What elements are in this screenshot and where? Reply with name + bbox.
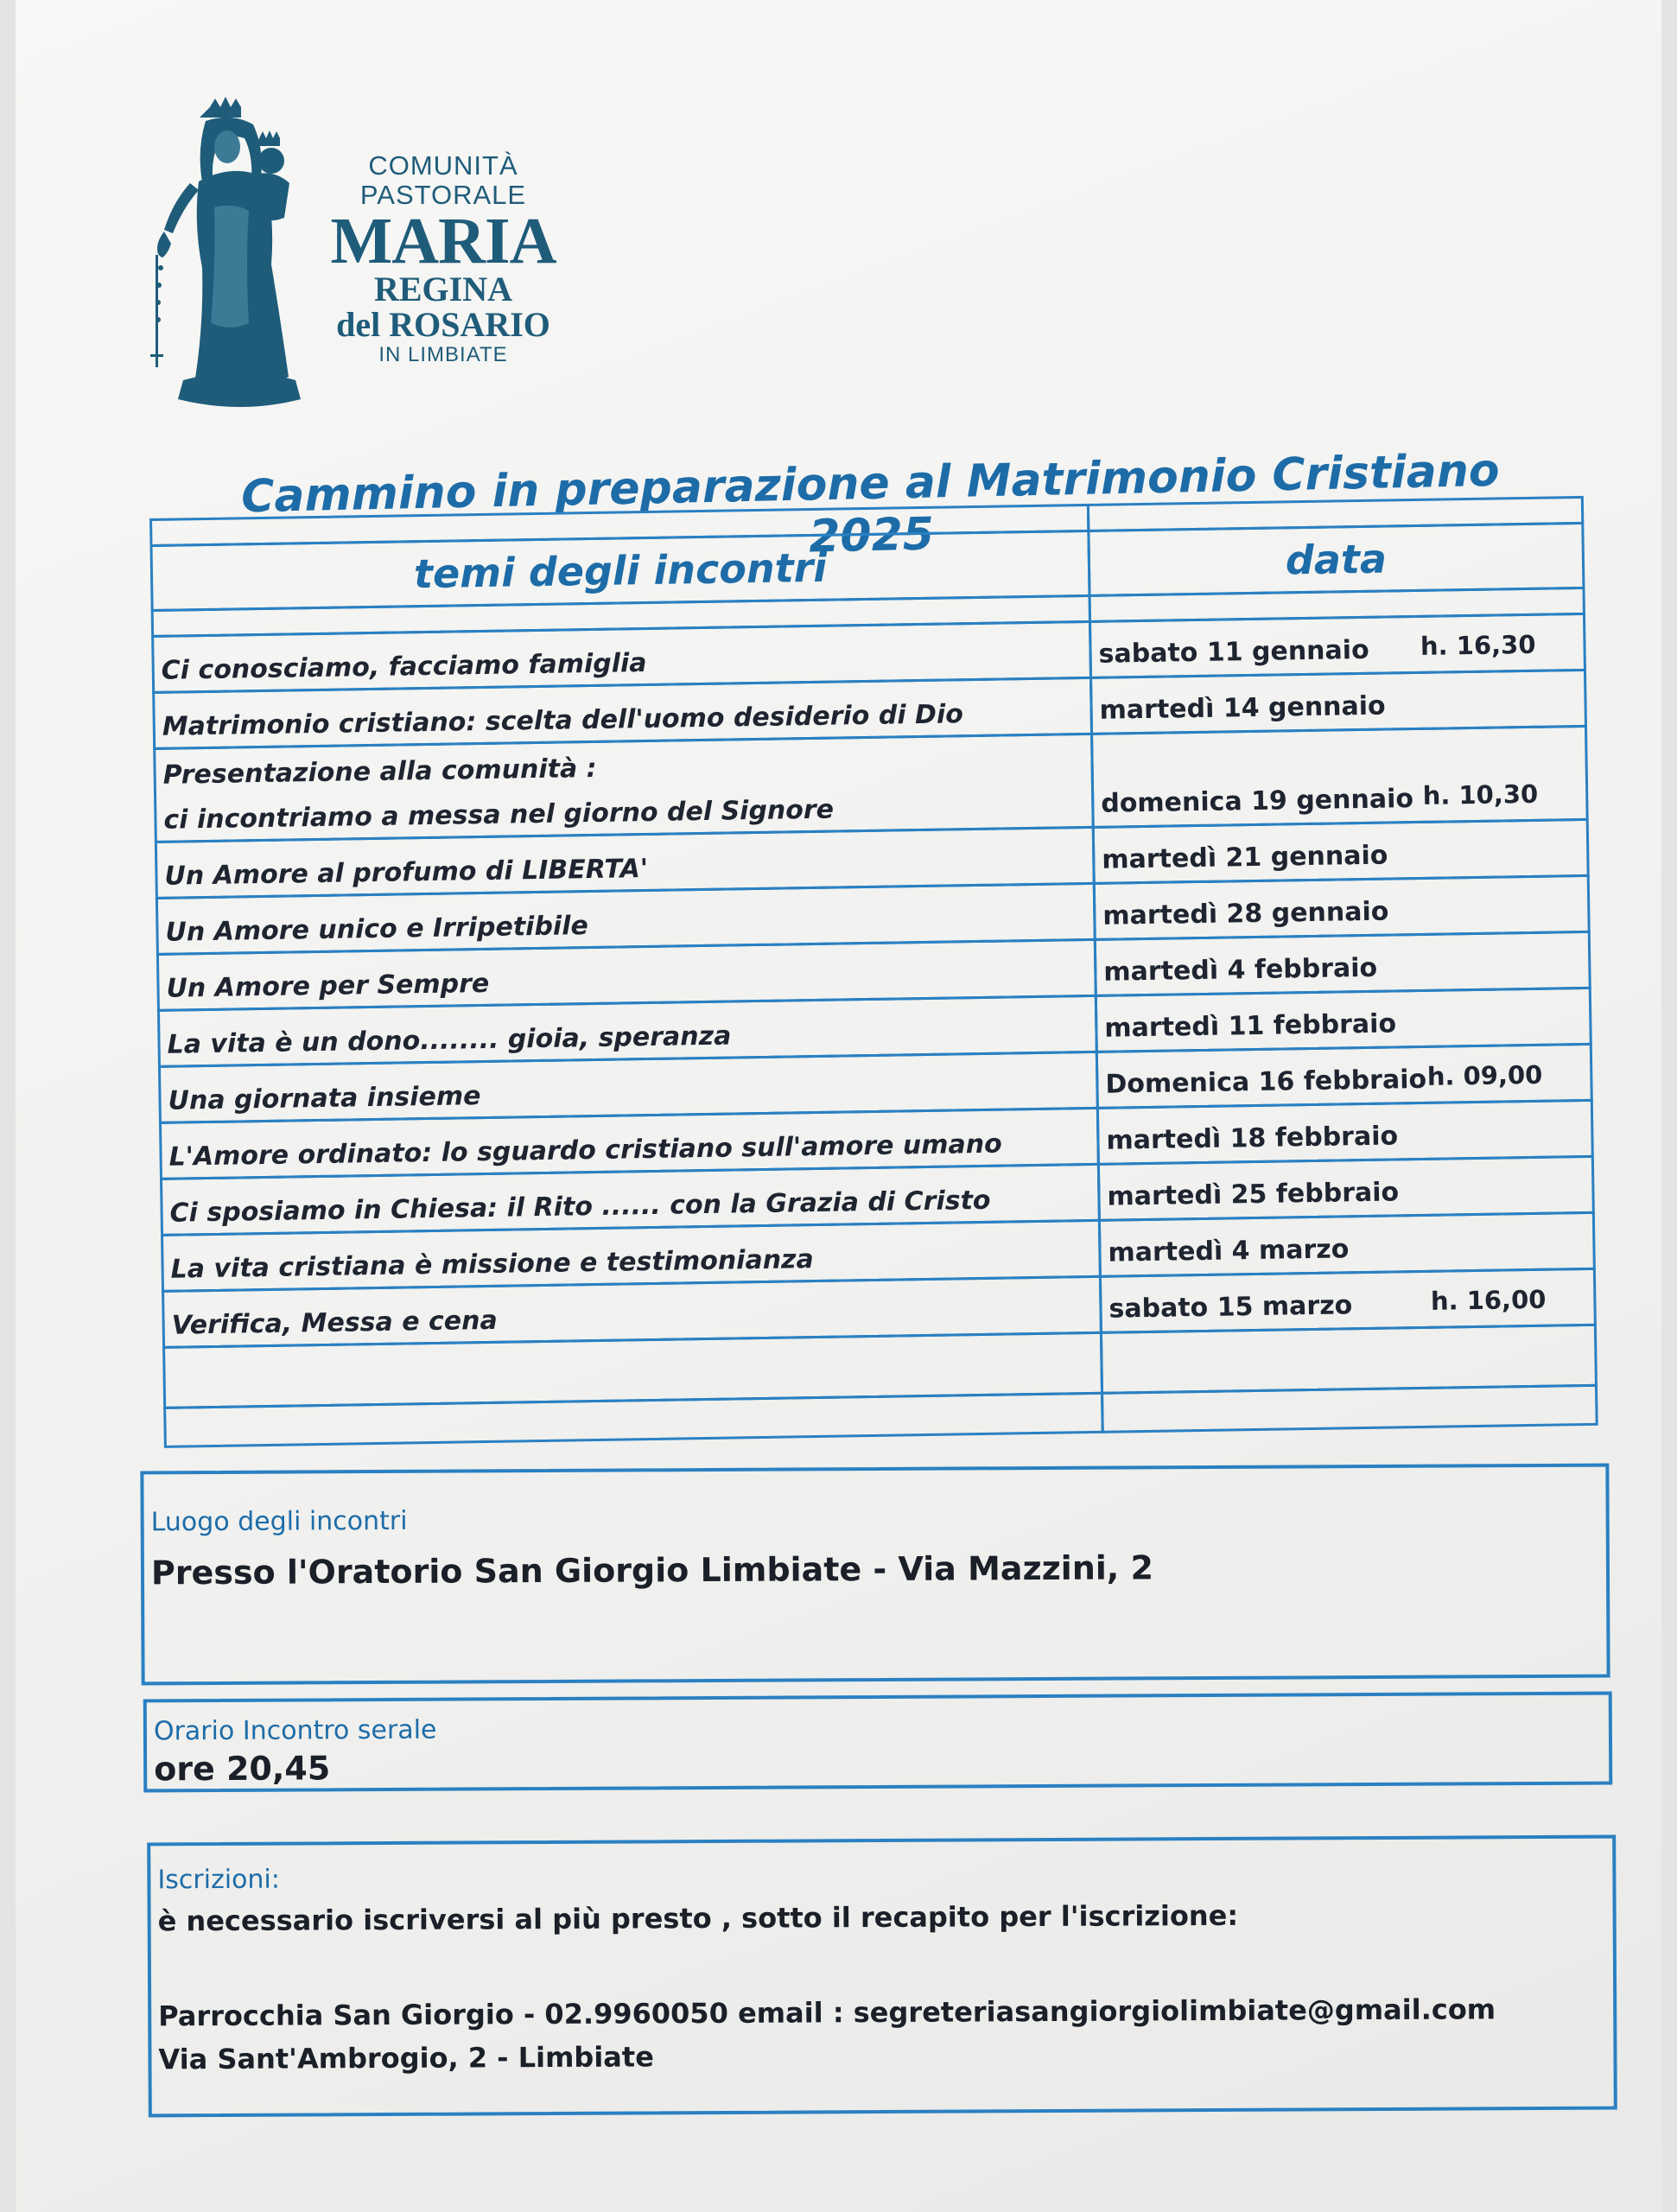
row-hour: h. 16,30	[1420, 629, 1536, 661]
logo-text	[322, 151, 564, 367]
row-date: martedì 14 gennaio	[1099, 690, 1386, 726]
row-hour: h. 10,30	[1422, 779, 1539, 810]
luogo-value: Presso l'Oratorio San Giorgio Limbiate - Via Mazzini, 2	[150, 1548, 1154, 1592]
row-date: domenica 19 gennaio	[1101, 784, 1414, 819]
row-theme: Un Amore unico e Irripetibile	[165, 911, 589, 948]
flyer-sheet	[16, 0, 1661, 2212]
row-date: martedì 25 febbraio	[1107, 1177, 1400, 1212]
row-date: martedì 18 febbraio	[1106, 1121, 1399, 1156]
row-theme: L'Amore ordinato: lo sguardo cristiano sull'amore umano	[168, 1128, 1002, 1173]
orario-box	[143, 1692, 1613, 1793]
row-theme: Verifica, Messa e cena	[171, 1305, 498, 1341]
logo-line-comunita: COMUNITÀ	[368, 150, 518, 181]
row-date: sabato 11 gennaio	[1098, 634, 1369, 670]
madonna-with-child-icon	[145, 95, 327, 423]
logo-line-rosario: del ROSARIO	[336, 305, 550, 344]
row-theme: Un Amore per Sempre	[166, 968, 490, 1004]
iscrizioni-contact: Parrocchia San Giorgio - 02.9960050 email : segreteriasangiorgiolimbiate@gmail.com	[158, 1993, 1496, 2033]
iscrizioni-line1: è necessario iscriversi al più presto , sotto il recapito per l'iscrizione:	[157, 1898, 1239, 1938]
column-header-date: data	[1087, 522, 1585, 597]
luogo-box	[140, 1464, 1610, 1686]
row-theme: Ci sposiamo in Chiesa: il Rito ...... con la Grazia di Cristo	[169, 1185, 991, 1229]
orario-value: ore 20,45	[154, 1749, 331, 1789]
row-theme-line2: ci incontriamo a messa nel giorno del Signore	[163, 794, 835, 836]
iscrizioni-address: Via Sant'Ambrogio, 2 - Limbiate	[158, 2040, 654, 2076]
column-header-themes: temi degli incontri	[149, 530, 1090, 612]
row-hour: h. 16,00	[1430, 1284, 1547, 1316]
row-theme: La vita cristiana è missione e testimonianza	[170, 1244, 815, 1285]
row-date: martedì 4 marzo	[1108, 1234, 1350, 1268]
row-date: martedì 28 gennaio	[1102, 896, 1389, 931]
row-theme: Ci conosciamo, facciamo famiglia	[161, 647, 647, 686]
row-date: Domenica 16 febbraio	[1105, 1064, 1427, 1100]
parish-logo	[145, 95, 577, 423]
page-title: Cammino in preparazione al Matrimonio Cristiano 2025	[240, 444, 1501, 563]
row-theme: La vita è un dono........ gioia, speranza	[167, 1020, 732, 1060]
row-theme: Una giornata insieme	[168, 1081, 481, 1116]
row-theme: Presentazione alla comunità :	[162, 753, 597, 791]
logo-line-regina: REGINA	[373, 270, 513, 308]
iscrizioni-box	[147, 1835, 1617, 2118]
schedule-table	[149, 496, 1598, 1446]
row-theme: Matrimonio cristiano: scelta dell'uomo desiderio di Dio	[162, 699, 964, 742]
row-date: martedì 11 febbraio	[1104, 1008, 1397, 1044]
row-theme: Un Amore al profumo di LIBERTA'	[164, 853, 649, 892]
orario-label: Orario Incontro serale	[153, 1714, 437, 1747]
logo-line-limbiate: IN LIMBIATE	[378, 343, 508, 366]
row-date: sabato 15 marzo	[1108, 1290, 1353, 1325]
luogo-label: Luogo degli incontri	[150, 1505, 408, 1538]
row-date: martedì 4 febbraio	[1103, 952, 1378, 988]
logo-line-maria: MARIA	[330, 205, 556, 277]
row-hour: h. 09,00	[1426, 1059, 1543, 1091]
logo-line-pastorale: PASTORALE	[359, 180, 527, 210]
row-date: martedì 21 gennaio	[1102, 840, 1388, 875]
iscrizioni-label: Iscrizioni:	[157, 1864, 281, 1896]
